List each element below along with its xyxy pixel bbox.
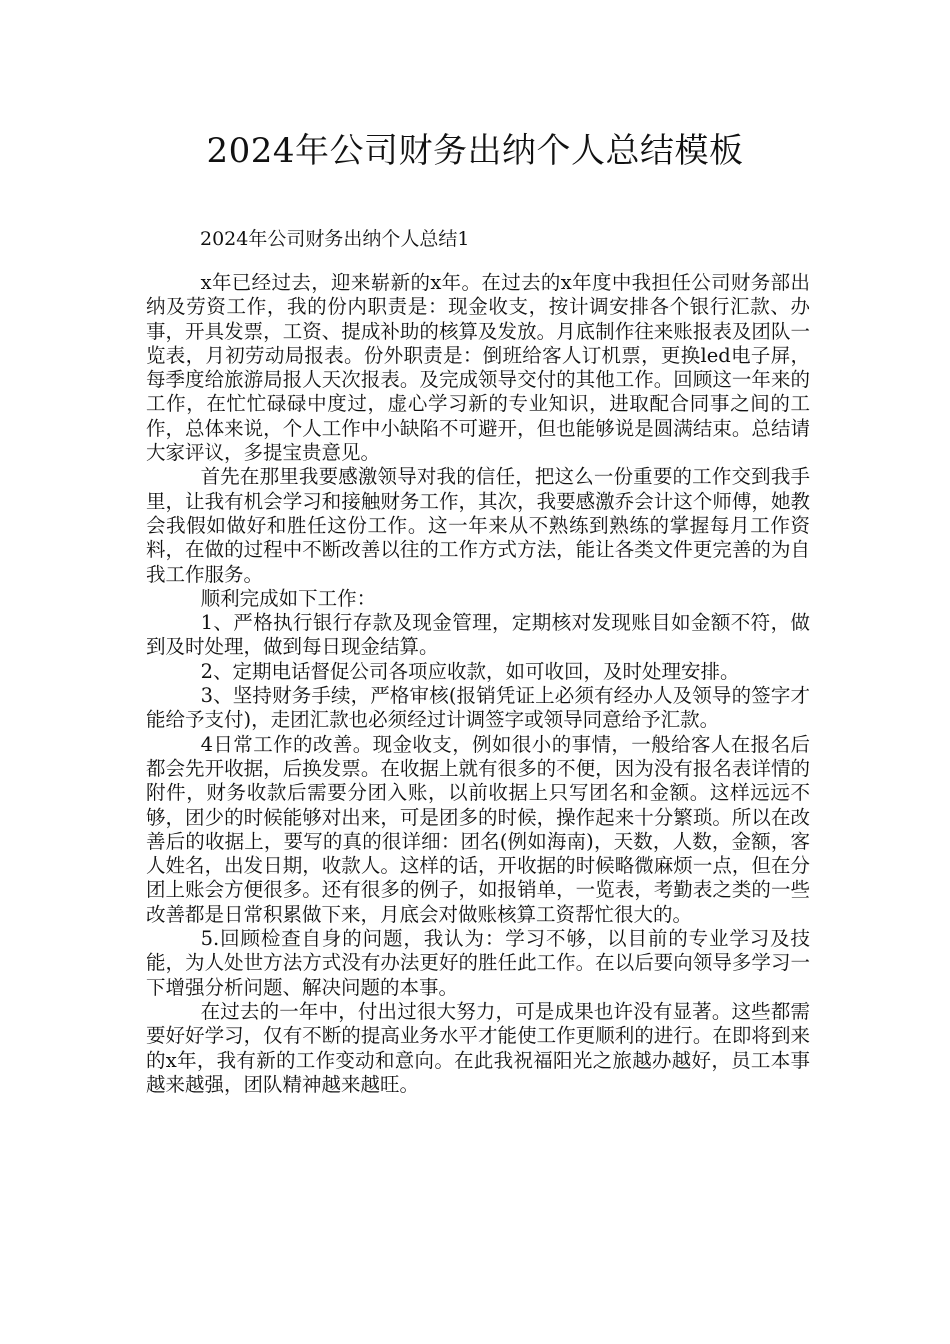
paragraph-item-4: 4日常工作的改善。现金收支，例如很小的事情，一般给客人在报名后都会先开收据，后换发票。在收据上就有很多的不便，因为没有报名表详情的附件，财务收款后需要分团入账，以前收据上只写团名和金额。这样远远不够，团少的时候能够对出来，可是团多的时候，操作起来十分繁琐。所以在改善后的收据上，要写的真的很详细：团名(例如海南)，天数，人数，金额，客人姓名，出发日期，收款人。这样的话，开收据的时候略微麻烦一点，但在分团上账会方便很多。还有很多的例子，如报销单，一览表，考勤表之类的一些改善都是日常积累做下来，月底会对做账核算工资帮忙很大的。 bbox=[146, 732, 810, 926]
paragraph-completed-intro: 顺利完成如下工作： bbox=[200, 586, 377, 610]
paragraph-item-2: 2、定期电话督促公司各项应收款，如可收回，及时处理安排。 bbox=[200, 659, 740, 683]
paragraph-item-5: 5.回顾检查自身的问题，我认为：学习不够，以目前的专业学习及技能，为人处世方法方式没有办法更好的胜任此工作。在以后要向领导多学习一下增强分析问题、解决问题的本事。 bbox=[146, 927, 810, 999]
section-heading: 2024年公司财务出纳个人总结1 bbox=[200, 228, 470, 250]
paragraph-thanks: 首先在那里我要感激领导对我的信任，把这么一份重要的工作交到我手里，让我有机会学习和接触财务工作，其次，我要感激乔会计这个师傅，她教会我假如做好和胜任这份工作。这一年来从不熟练到熟练的掌握每月工作资料，在做的过程中不断改善以往的工作方式方法，能让各类文件更完善的为自我工作服务。 bbox=[146, 465, 810, 586]
paragraph-item-1: 1、严格执行银行存款及现金管理，定期核对发现账目如金额不符，做到及时处理，做到每日现金结算。 bbox=[146, 611, 810, 659]
paragraph-closing: 在过去的一年中，付出过很大努力，可是成果也许没有显著。这些都需要好好学习，仅有不断的提高业务水平才能使工作更顺利的进行。在即将到来的x年，我有新的工作变动和意向。在此我祝福阳光之旅越办越好，员工本事越来越强，团队精神越来越旺。 bbox=[146, 999, 810, 1096]
document-body bbox=[146, 271, 810, 1097]
paragraph-intro: x年已经过去，迎来崭新的x年。在过去的x年度中我担任公司财务部出纳及劳资工作，我的份内职责是：现金收支，按计调安排各个银行汇款、办事，开具发票，工资、提成补助的核算及发放。月底制作往来账报表及团队一览表，月初劳动局报表。份外职责是：倒班给客人订机票，更换led电子屏，每季度给旅游局报人天次报表。及完成领导交付的其他工作。回顾这一年来的工作，在忙忙碌碌中度过，虚心学习新的专业知识，进取配合同事之间的工作，总体来说，个人工作中小缺陷不可避开，但也能够说是圆满结束。总结请大家评议，多提宝贵意见。 bbox=[146, 271, 810, 465]
paragraph-item-3: 3、坚持财务手续，严格审核(报销凭证上必须有经办人及领导的签字才能给予支付)，走团汇款也必须经过计调签字或领导同意给予汇款。 bbox=[146, 684, 810, 732]
document-title: 2024年公司财务出纳个人总结模板 bbox=[206, 131, 744, 171]
